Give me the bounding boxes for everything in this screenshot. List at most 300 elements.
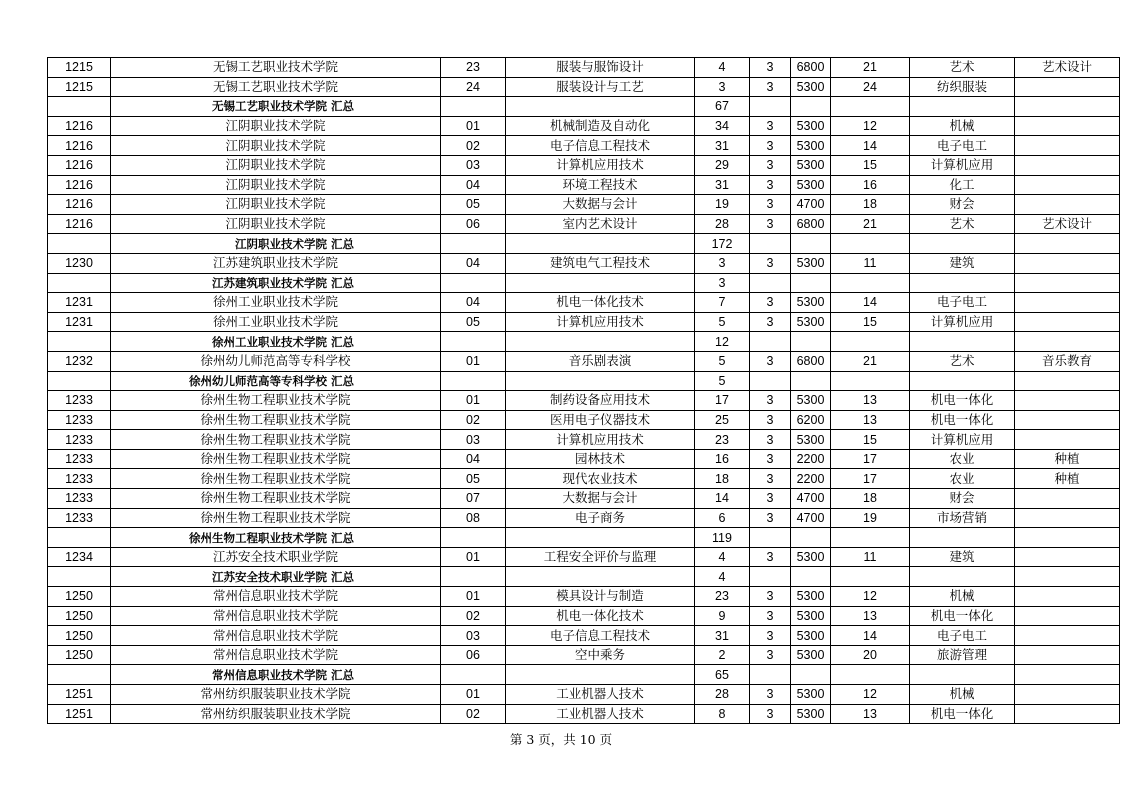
- plan-count-cell: 23: [695, 587, 750, 607]
- school-name-cell: 徐州生物工程职业技术学院: [111, 449, 441, 469]
- major-name-cell: [506, 567, 695, 587]
- plan-count-cell: 28: [695, 214, 750, 234]
- major-name-cell: 现代农业技术: [506, 469, 695, 489]
- plan-count-cell: 2: [695, 645, 750, 665]
- table-row: [48, 195, 1120, 215]
- tuition-cell: 4700: [791, 508, 831, 528]
- category-code-cell: 13: [831, 410, 910, 430]
- major-name-cell: 机电一体化技术: [506, 293, 695, 313]
- category-name-cell: 建筑: [910, 547, 1015, 567]
- major-name-cell: 模具设计与制造: [506, 587, 695, 607]
- table-row: [48, 253, 1120, 273]
- major-code-cell: 06: [441, 214, 506, 234]
- category-code-cell: [831, 528, 910, 548]
- category-name-cell: 机电一体化: [910, 410, 1015, 430]
- summary-row: [48, 567, 1120, 587]
- plan-count-cell: 23: [695, 430, 750, 450]
- table-row: [48, 293, 1120, 313]
- school-code-cell: 1230: [48, 253, 111, 273]
- school-name-cell: 常州纺织服装职业技术学院: [111, 685, 441, 705]
- subcategory-cell: [1015, 293, 1120, 313]
- years-cell: [750, 371, 791, 391]
- category-name-cell: [910, 273, 1015, 293]
- school-code-cell: 1216: [48, 136, 111, 156]
- major-name-cell: 服装与服饰设计: [506, 58, 695, 78]
- school-code-cell: 1216: [48, 195, 111, 215]
- tuition-cell: 5300: [791, 645, 831, 665]
- major-name-cell: 计算机应用技术: [506, 430, 695, 450]
- tuition-cell: 5300: [791, 430, 831, 450]
- subcategory-cell: [1015, 645, 1120, 665]
- years-cell: 3: [750, 587, 791, 607]
- major-code-cell: [441, 332, 506, 352]
- plan-count-cell: 5: [695, 312, 750, 332]
- tuition-cell: 5300: [791, 175, 831, 195]
- category-code-cell: 11: [831, 547, 910, 567]
- major-code-cell: 05: [441, 469, 506, 489]
- category-name-cell: 市场营销: [910, 508, 1015, 528]
- school-code-cell: 1216: [48, 214, 111, 234]
- category-code-cell: 13: [831, 391, 910, 411]
- plan-count-cell: 119: [695, 528, 750, 548]
- category-name-cell: 农业: [910, 449, 1015, 469]
- major-code-cell: 01: [441, 685, 506, 705]
- table-row: [48, 430, 1120, 450]
- page-footer: 第 3 页，共 10 页: [509, 732, 613, 747]
- table-row: [48, 704, 1120, 724]
- major-code-cell: 02: [441, 136, 506, 156]
- subcategory-cell: 音乐教育: [1015, 351, 1120, 371]
- school-code-cell: 1233: [48, 430, 111, 450]
- school-code-cell: 1231: [48, 312, 111, 332]
- plan-count-cell: 31: [695, 175, 750, 195]
- category-name-cell: [910, 567, 1015, 587]
- years-cell: 3: [750, 58, 791, 78]
- subcategory-cell: [1015, 567, 1120, 587]
- category-code-cell: 17: [831, 449, 910, 469]
- years-cell: 3: [750, 351, 791, 371]
- major-code-cell: 07: [441, 489, 506, 509]
- years-cell: [750, 528, 791, 548]
- school-name-cell: 无锡工艺职业技术学院: [111, 58, 441, 78]
- subcategory-cell: [1015, 685, 1120, 705]
- category-name-cell: 机电一体化: [910, 391, 1015, 411]
- school-code-cell: 1233: [48, 508, 111, 528]
- major-name-cell: 医用电子仪器技术: [506, 410, 695, 430]
- years-cell: 3: [750, 214, 791, 234]
- major-code-cell: 24: [441, 77, 506, 97]
- years-cell: 3: [750, 469, 791, 489]
- category-name-cell: 农业: [910, 469, 1015, 489]
- subcategory-cell: [1015, 606, 1120, 626]
- major-name-cell: [506, 234, 695, 254]
- school-code-cell: 1234: [48, 547, 111, 567]
- plan-count-cell: 19: [695, 195, 750, 215]
- school-name-cell: 徐州工业职业技术学院: [111, 293, 441, 313]
- major-name-cell: 大数据与会计: [506, 489, 695, 509]
- summary-label-cell: 江苏建筑职业技术学院 汇总: [111, 273, 441, 293]
- school-name-cell: 常州信息职业技术学院: [111, 626, 441, 646]
- school-code-cell: [48, 332, 111, 352]
- school-name-cell: 江阴职业技术学院: [111, 195, 441, 215]
- major-code-cell: 23: [441, 58, 506, 78]
- subcategory-cell: [1015, 273, 1120, 293]
- school-name-cell: 江阴职业技术学院: [111, 116, 441, 136]
- category-name-cell: 电子电工: [910, 136, 1015, 156]
- category-name-cell: [910, 332, 1015, 352]
- major-name-cell: 机械制造及自动化: [506, 116, 695, 136]
- tuition-cell: [791, 371, 831, 391]
- category-name-cell: 电子电工: [910, 293, 1015, 313]
- table-row: [48, 685, 1120, 705]
- table-body: [48, 58, 1120, 724]
- category-name-cell: 计算机应用: [910, 155, 1015, 175]
- plan-count-cell: 67: [695, 97, 750, 117]
- school-name-cell: 徐州幼儿师范高等专科学校: [111, 351, 441, 371]
- major-code-cell: [441, 97, 506, 117]
- plan-count-cell: 14: [695, 489, 750, 509]
- category-code-cell: 20: [831, 645, 910, 665]
- tuition-cell: 4700: [791, 489, 831, 509]
- summary-label-cell: 无锡工艺职业技术学院 汇总: [111, 97, 441, 117]
- category-name-cell: [910, 665, 1015, 685]
- summary-label-cell: 江苏安全技术职业学院 汇总: [111, 567, 441, 587]
- major-code-cell: [441, 665, 506, 685]
- major-code-cell: 08: [441, 508, 506, 528]
- tuition-cell: 5300: [791, 77, 831, 97]
- table-row: [48, 155, 1120, 175]
- school-name-cell: 常州纺织服装职业技术学院: [111, 704, 441, 724]
- subcategory-cell: [1015, 116, 1120, 136]
- subcategory-cell: [1015, 195, 1120, 215]
- plan-count-cell: 5: [695, 351, 750, 371]
- category-name-cell: 纺织服装: [910, 77, 1015, 97]
- category-name-cell: 机电一体化: [910, 704, 1015, 724]
- summary-label-cell: 徐州工业职业技术学院 汇总: [111, 332, 441, 352]
- major-name-cell: 计算机应用技术: [506, 312, 695, 332]
- tuition-cell: 5300: [791, 155, 831, 175]
- major-code-cell: 01: [441, 116, 506, 136]
- tuition-cell: 5300: [791, 293, 831, 313]
- years-cell: 3: [750, 606, 791, 626]
- plan-count-cell: 3: [695, 77, 750, 97]
- tuition-cell: [791, 273, 831, 293]
- subcategory-cell: [1015, 234, 1120, 254]
- plan-count-cell: 3: [695, 273, 750, 293]
- table-row: [48, 547, 1120, 567]
- school-name-cell: 常州信息职业技术学院: [111, 645, 441, 665]
- school-code-cell: 1250: [48, 606, 111, 626]
- subcategory-cell: 种植: [1015, 449, 1120, 469]
- school-name-cell: 无锡工艺职业技术学院: [111, 77, 441, 97]
- tuition-cell: 6800: [791, 214, 831, 234]
- school-name-cell: 常州信息职业技术学院: [111, 587, 441, 607]
- school-code-cell: 1233: [48, 469, 111, 489]
- category-name-cell: 财会: [910, 195, 1015, 215]
- tuition-cell: [791, 567, 831, 587]
- school-code-cell: 1216: [48, 155, 111, 175]
- subcategory-cell: 艺术设计: [1015, 214, 1120, 234]
- category-name-cell: 机械: [910, 587, 1015, 607]
- tuition-cell: 5300: [791, 391, 831, 411]
- table-row: [48, 116, 1120, 136]
- subcategory-cell: [1015, 410, 1120, 430]
- summary-label-cell: 常州信息职业技术学院 汇总: [111, 665, 441, 685]
- subcategory-cell: [1015, 155, 1120, 175]
- category-name-cell: 旅游管理: [910, 645, 1015, 665]
- school-name-cell: 徐州生物工程职业技术学院: [111, 391, 441, 411]
- table-row: [48, 469, 1120, 489]
- category-code-cell: [831, 97, 910, 117]
- school-code-cell: 1231: [48, 293, 111, 313]
- school-code-cell: [48, 273, 111, 293]
- subcategory-cell: [1015, 704, 1120, 724]
- school-name-cell: 徐州生物工程职业技术学院: [111, 410, 441, 430]
- category-name-cell: 化工: [910, 175, 1015, 195]
- major-code-cell: 04: [441, 253, 506, 273]
- tuition-cell: 6800: [791, 58, 831, 78]
- major-name-cell: 电子信息工程技术: [506, 136, 695, 156]
- major-name-cell: 计算机应用技术: [506, 155, 695, 175]
- major-code-cell: 02: [441, 704, 506, 724]
- tuition-cell: [791, 528, 831, 548]
- plan-count-cell: 9: [695, 606, 750, 626]
- major-code-cell: 01: [441, 351, 506, 371]
- major-code-cell: 06: [441, 645, 506, 665]
- category-name-cell: 建筑: [910, 253, 1015, 273]
- tuition-cell: 5300: [791, 312, 831, 332]
- major-name-cell: [506, 528, 695, 548]
- category-code-cell: 17: [831, 469, 910, 489]
- plan-count-cell: 3: [695, 253, 750, 273]
- category-code-cell: 13: [831, 704, 910, 724]
- subcategory-cell: [1015, 665, 1120, 685]
- category-name-cell: 财会: [910, 489, 1015, 509]
- enrollment-table: [47, 57, 1120, 724]
- category-code-cell: 21: [831, 214, 910, 234]
- plan-count-cell: 7: [695, 293, 750, 313]
- category-code-cell: 15: [831, 312, 910, 332]
- category-name-cell: 电子电工: [910, 626, 1015, 646]
- school-code-cell: 1233: [48, 410, 111, 430]
- category-code-cell: [831, 332, 910, 352]
- years-cell: 3: [750, 253, 791, 273]
- category-name-cell: [910, 371, 1015, 391]
- major-code-cell: [441, 371, 506, 391]
- major-code-cell: 02: [441, 410, 506, 430]
- school-code-cell: 1251: [48, 685, 111, 705]
- table-row: [48, 175, 1120, 195]
- summary-row: [48, 234, 1120, 254]
- school-name-cell: 徐州工业职业技术学院: [111, 312, 441, 332]
- major-name-cell: 园林技术: [506, 449, 695, 469]
- major-name-cell: 工业机器人技术: [506, 704, 695, 724]
- major-name-cell: 建筑电气工程技术: [506, 253, 695, 273]
- years-cell: 3: [750, 626, 791, 646]
- major-name-cell: 电子商务: [506, 508, 695, 528]
- years-cell: 3: [750, 195, 791, 215]
- category-code-cell: 15: [831, 155, 910, 175]
- years-cell: 3: [750, 136, 791, 156]
- years-cell: 3: [750, 547, 791, 567]
- major-code-cell: 01: [441, 547, 506, 567]
- table-row: [48, 410, 1120, 430]
- category-code-cell: 19: [831, 508, 910, 528]
- summary-label-cell: 徐州生物工程职业技术学院 汇总: [111, 528, 441, 548]
- major-code-cell: [441, 528, 506, 548]
- category-code-cell: 12: [831, 116, 910, 136]
- major-code-cell: 05: [441, 195, 506, 215]
- years-cell: 3: [750, 489, 791, 509]
- years-cell: 3: [750, 508, 791, 528]
- major-name-cell: 工业机器人技术: [506, 685, 695, 705]
- years-cell: 3: [750, 293, 791, 313]
- major-name-cell: 电子信息工程技术: [506, 626, 695, 646]
- category-name-cell: 艺术: [910, 58, 1015, 78]
- major-code-cell: 04: [441, 449, 506, 469]
- summary-label-cell: 江阴职业技术学院 汇总: [111, 234, 441, 254]
- category-code-cell: 14: [831, 136, 910, 156]
- category-name-cell: 艺术: [910, 351, 1015, 371]
- plan-count-cell: 29: [695, 155, 750, 175]
- table-row: [48, 214, 1120, 234]
- major-name-cell: 机电一体化技术: [506, 606, 695, 626]
- plan-count-cell: 31: [695, 136, 750, 156]
- subcategory-cell: [1015, 528, 1120, 548]
- subcategory-cell: [1015, 332, 1120, 352]
- category-code-cell: 18: [831, 195, 910, 215]
- tuition-cell: 5300: [791, 116, 831, 136]
- summary-label-cell: 徐州幼儿师范高等专科学校 汇总: [111, 371, 441, 391]
- years-cell: [750, 332, 791, 352]
- major-name-cell: 空中乘务: [506, 645, 695, 665]
- category-name-cell: 计算机应用: [910, 430, 1015, 450]
- subcategory-cell: [1015, 312, 1120, 332]
- subcategory-cell: [1015, 136, 1120, 156]
- school-code-cell: 1216: [48, 175, 111, 195]
- subcategory-cell: [1015, 175, 1120, 195]
- school-code-cell: 1233: [48, 391, 111, 411]
- school-code-cell: 1215: [48, 77, 111, 97]
- category-code-cell: 12: [831, 685, 910, 705]
- tuition-cell: 2200: [791, 469, 831, 489]
- summary-row: [48, 332, 1120, 352]
- school-name-cell: 徐州生物工程职业技术学院: [111, 489, 441, 509]
- subcategory-cell: [1015, 508, 1120, 528]
- tuition-cell: [791, 332, 831, 352]
- school-name-cell: 江阴职业技术学院: [111, 155, 441, 175]
- years-cell: 3: [750, 175, 791, 195]
- years-cell: 3: [750, 410, 791, 430]
- major-name-cell: [506, 97, 695, 117]
- plan-count-cell: 17: [695, 391, 750, 411]
- subcategory-cell: [1015, 371, 1120, 391]
- years-cell: 3: [750, 449, 791, 469]
- major-code-cell: [441, 567, 506, 587]
- category-code-cell: [831, 567, 910, 587]
- plan-count-cell: 4: [695, 547, 750, 567]
- school-code-cell: [48, 665, 111, 685]
- subcategory-cell: [1015, 97, 1120, 117]
- tuition-cell: 6200: [791, 410, 831, 430]
- major-name-cell: 工程安全评价与监理: [506, 547, 695, 567]
- school-code-cell: [48, 567, 111, 587]
- category-code-cell: 15: [831, 430, 910, 450]
- category-code-cell: 13: [831, 606, 910, 626]
- years-cell: 3: [750, 77, 791, 97]
- category-name-cell: 机械: [910, 685, 1015, 705]
- category-name-cell: 机电一体化: [910, 606, 1015, 626]
- school-code-cell: 1250: [48, 587, 111, 607]
- category-name-cell: 计算机应用: [910, 312, 1015, 332]
- tuition-cell: 5300: [791, 547, 831, 567]
- table-row: [48, 449, 1120, 469]
- plan-count-cell: 5: [695, 371, 750, 391]
- years-cell: [750, 567, 791, 587]
- table-row: [48, 587, 1120, 607]
- plan-count-cell: 31: [695, 626, 750, 646]
- school-code-cell: [48, 528, 111, 548]
- plan-count-cell: 8: [695, 704, 750, 724]
- plan-count-cell: 4: [695, 58, 750, 78]
- school-code-cell: 1250: [48, 626, 111, 646]
- category-code-cell: 14: [831, 293, 910, 313]
- school-code-cell: [48, 97, 111, 117]
- plan-count-cell: 65: [695, 665, 750, 685]
- table-row: [48, 136, 1120, 156]
- school-name-cell: 江苏建筑职业技术学院: [111, 253, 441, 273]
- school-name-cell: 常州信息职业技术学院: [111, 606, 441, 626]
- category-code-cell: [831, 234, 910, 254]
- major-code-cell: [441, 234, 506, 254]
- category-code-cell: 21: [831, 58, 910, 78]
- category-code-cell: [831, 273, 910, 293]
- school-name-cell: 徐州生物工程职业技术学院: [111, 469, 441, 489]
- tuition-cell: 4700: [791, 195, 831, 215]
- subcategory-cell: [1015, 430, 1120, 450]
- subcategory-cell: [1015, 587, 1120, 607]
- major-code-cell: 03: [441, 430, 506, 450]
- major-name-cell: [506, 332, 695, 352]
- category-code-cell: 16: [831, 175, 910, 195]
- major-name-cell: [506, 665, 695, 685]
- category-code-cell: 11: [831, 253, 910, 273]
- category-code-cell: 21: [831, 351, 910, 371]
- school-name-cell: 江阴职业技术学院: [111, 175, 441, 195]
- category-code-cell: [831, 665, 910, 685]
- plan-count-cell: 28: [695, 685, 750, 705]
- school-code-cell: [48, 234, 111, 254]
- summary-row: [48, 665, 1120, 685]
- years-cell: 3: [750, 116, 791, 136]
- table-row: [48, 312, 1120, 332]
- major-name-cell: [506, 371, 695, 391]
- category-name-cell: [910, 234, 1015, 254]
- plan-count-cell: 12: [695, 332, 750, 352]
- major-name-cell: 环境工程技术: [506, 175, 695, 195]
- subcategory-cell: [1015, 77, 1120, 97]
- plan-count-cell: 34: [695, 116, 750, 136]
- plan-count-cell: 6: [695, 508, 750, 528]
- tuition-cell: 5300: [791, 685, 831, 705]
- years-cell: [750, 97, 791, 117]
- tuition-cell: 5300: [791, 626, 831, 646]
- years-cell: 3: [750, 685, 791, 705]
- major-name-cell: [506, 273, 695, 293]
- table-row: [48, 391, 1120, 411]
- school-code-cell: 1251: [48, 704, 111, 724]
- school-code-cell: 1215: [48, 58, 111, 78]
